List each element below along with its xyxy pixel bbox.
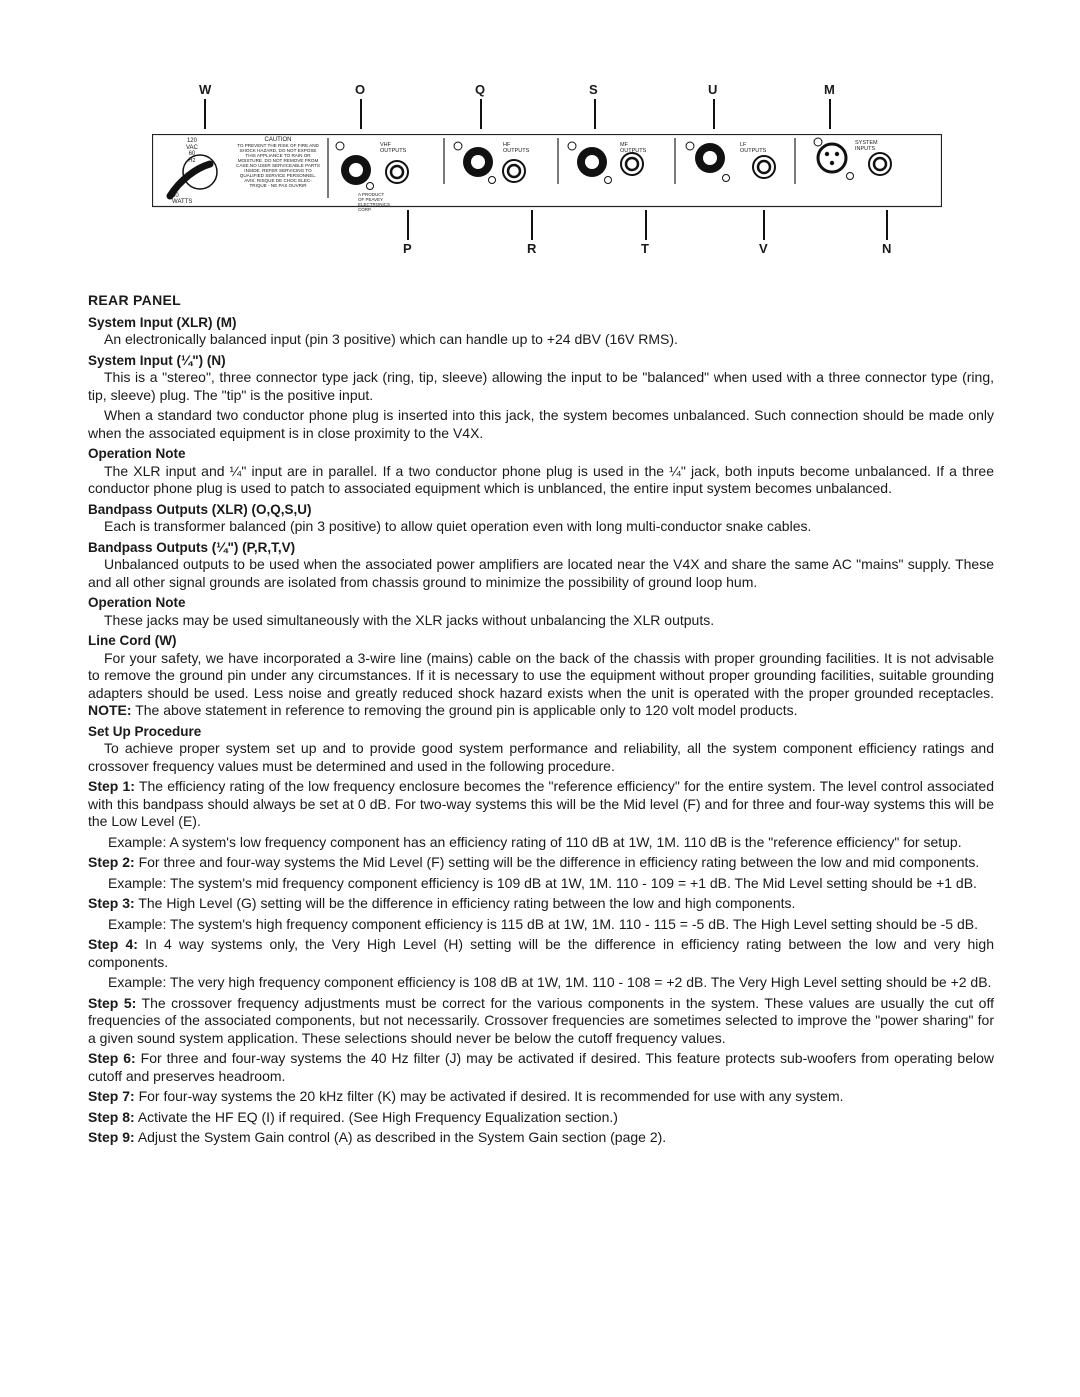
step-label: Step 2: (88, 854, 135, 870)
step-text: Adjust the System Gain control (A) as described in the System Gain section (page 2). (137, 1129, 667, 1145)
step-8 (88, 1109, 994, 1127)
label-n: N (882, 241, 892, 256)
step-text: Activate the HF EQ (I) if required. (See High Frequency Equalization section.) (137, 1108, 618, 1125)
label-s: S (589, 82, 598, 97)
paragraph: The XLR input and ¼" input are in parallel. If a two conductor phone plug is used in the ¼" jack, both inputs become unbalanced. If a three conductor phone plug is used to patch to associated equipment which is unblanced, the entire input system becomes unbalanced. (88, 462, 994, 496)
caution-line: TRIQUE - NE PAS OUVRIR (249, 183, 307, 188)
mf-outputs-title: MF OUTPUTS (620, 142, 647, 154)
step-label: Step 5: (88, 994, 137, 1011)
step-text: For three and four-way systems the Mid Level (F) setting will be the difference in efficiency rating between the low and mid components. (138, 854, 980, 870)
step-text: The crossover frequency adjustments must be correct for the various components in the system. These values are usually the cut off frequencies of the associated components, but not necessarily. Crossover frequencies are sometimes selected to improve the "power sharing" for a given sound system application. These selections should never be below the cutoff frequency values. (88, 994, 994, 1046)
pointer-p (407, 210, 409, 240)
caution-block (230, 138, 326, 188)
step-2 (88, 854, 994, 872)
caution-line: CASE.NO USER SERVICEABLE PARTS (236, 163, 320, 168)
caution-line: MOISTURE. DO NOT REMOVE FROM (237, 158, 319, 163)
example: Example: The system's high frequency component efficiency is 115 dB at 1W, 1M. 110 - 115 = -5 dB. The High Level setting should be -5 dB. (108, 915, 978, 932)
step-text: The efficiency rating of the low frequency enclosure becomes the "reference efficiency" for the entire system. The level control associated with this bandpass should always be set at 0 dB. For two-way systems this will be the Mid level (F) and for three and four-way systems this will be the Low Level (E). (88, 778, 994, 829)
caution-line: INSIDE. REFER SERVICING TO (244, 168, 312, 173)
paragraph: This is a "stereo", three connector type jack (ring, tip, sleeve) allowing the input to be "balanced" when used with a three connector type (ring, tip, sleeve) plug. The "tip" is the positive input. (88, 369, 994, 403)
step-text: For three and four-way systems the 40 Hz filter (J) may be activated if desired. This feature protects sub-woofers from operating below cutoff and preserves headroom. (88, 1050, 994, 1084)
step-label: Step 7: (88, 1088, 135, 1104)
section-title: REAR PANEL (88, 292, 181, 308)
pointer-v (763, 210, 765, 240)
pointer-o (360, 99, 362, 129)
operation-note-heading: Operation Note (88, 446, 186, 461)
example: Example: A system's low frequency component has an efficiency rating of 110 dB at 1W, 1M. 110 dB is the "reference efficiency" for setup. (108, 833, 962, 850)
voltage-text: 120 VAC (186, 138, 198, 151)
caution-line: TO PREVENT THE RISK OF FIRE AND (237, 143, 319, 148)
frequency-text: 60 Hz (188, 151, 196, 164)
step-label: Step 6: (88, 1050, 136, 1066)
paragraph: These jacks may be used simultaneously with the XLR jacks without unbalancing the XLR outputs. (104, 611, 715, 628)
line-cord-heading: Line Cord (W) (88, 633, 177, 648)
step-label: Step 9: (88, 1129, 135, 1145)
document-body (88, 292, 994, 1150)
step-1 (88, 778, 994, 831)
set-up-procedure-heading: Set Up Procedure (88, 723, 202, 739)
label-o: O (355, 82, 366, 97)
system-quarter-inch-input-icon (869, 153, 891, 175)
lf-quarter-inch-jack-icon (753, 156, 775, 178)
step-label: Step 3: (88, 895, 135, 911)
step-text: The High Level (G) setting will be the difference in efficiency rating between the low and high components. (138, 895, 796, 911)
panel-power-rating (186, 138, 198, 164)
system-input-xlr-heading: System Input (XLR) (M) (88, 314, 237, 330)
lf-outputs-title: LF OUTPUTS (740, 142, 767, 154)
step-6 (88, 1050, 994, 1085)
paragraph: When a standard two conductor phone plug is inserted into this jack, the system becomes unbalanced. Such connection should be made only when the associated equipment is in close proximity to the V4X. (88, 407, 994, 441)
step-label: Step 1: (88, 778, 135, 794)
mf-quarter-inch-jack-icon (621, 153, 643, 175)
step-label: Step 8: (88, 1108, 135, 1125)
label-p: P (403, 241, 412, 256)
step-9 (88, 1129, 994, 1147)
label-r: R (527, 241, 537, 256)
paragraph: An electronically balanced input (pin 3 positive) which can handle up to +24 dBV (16V RMS). (104, 331, 678, 347)
caution-title: CAUTION (264, 137, 292, 143)
step-text: In 4 way systems only, the Very High Level (H) setting will be the difference in efficiency rating between the low and very high components. (88, 936, 994, 970)
pointer-n (886, 210, 888, 240)
operation-note-heading: Operation Note (88, 595, 186, 610)
system-inputs-title: SYSTEM INPUTS (855, 140, 878, 152)
pointer-w (204, 99, 206, 129)
vhf-quarter-inch-jack-icon (386, 161, 408, 183)
label-m: M (824, 82, 835, 97)
caution-line: AVIS: RISQUE DE CHOC ELEC- (244, 178, 312, 183)
example: Example: The very high frequency component efficiency is 108 dB at 1W, 1M. 110 - 108 = +2 dB. The Very High Level setting should be +2 dB. (108, 974, 992, 990)
caution-line: QUALIFIED SERVICE PERSONNEL. (239, 173, 317, 178)
step-label: Step 4: (88, 936, 138, 952)
caution-line: SHOCK HAZARD, DO NOT EXPOSE (239, 148, 317, 153)
line-cord-text: For your safety, we have incorporated a 3-wire line (mains) cable on the back of the chassis with proper grounding facilities. It is not advisable to remove the ground pin under any circumstances. If it is necessary to use the equipment without proper grounding facilities, suitable grounding adapters should be used. Less noise and greatly reduced shock hazard exists when the unit is operated with the proper grounded receptacles. (88, 649, 994, 701)
label-w: W (199, 82, 212, 97)
step-4 (88, 936, 994, 971)
bandpass-outputs-xlr-heading: Bandpass Outputs (XLR) (O,Q,S,U) (88, 501, 312, 517)
line-cord-note-text: The above statement in reference to removing the ground pin is applicable only to 120 volt model products. (135, 702, 798, 718)
note-label: NOTE: (88, 702, 132, 718)
label-q: Q (475, 82, 486, 97)
hf-outputs-title: HF OUTPUTS (503, 142, 530, 154)
step-7 (88, 1088, 994, 1106)
paragraph: Unbalanced outputs to be used when the associated power amplifiers are located near the V4X and share the same AC "mains" supply. These and all other signal grounds are isolated from chassis ground to minimize the possibility of ground loop hum. (88, 556, 994, 590)
step-text: For four-way systems the 20 kHz filter (K) may be activated if desired. It is recommended for use with any system. (138, 1088, 844, 1104)
caution-line: THIS APPLIANCE TO RAIN OR (245, 153, 311, 158)
bandpass-outputs-quarter-inch-heading: Bandpass Outputs (¼") (P,R,T,V) (88, 539, 296, 555)
pointer-u (713, 99, 715, 129)
label-v: V (759, 241, 768, 256)
step-3 (88, 895, 994, 913)
pointer-q (480, 99, 482, 129)
step-5 (88, 995, 994, 1048)
watts-text: 50 WATTS (172, 193, 193, 205)
pointer-m (829, 99, 831, 129)
pointer-r (531, 210, 533, 240)
maker-line: A PRODUCT OF PEAVEY ELECTRONICS CORP. (358, 192, 391, 212)
example: Example: The system's mid frequency component efficiency is 109 dB at 1W, 1M. 110 - 109 = +1 dB. The Mid Level setting should be +1 dB. (108, 874, 977, 891)
pointer-t (645, 210, 647, 240)
vhf-outputs-title: VHF OUTPUTS (380, 142, 407, 154)
label-t: T (641, 241, 649, 256)
pointer-s (594, 99, 596, 129)
paragraph: To achieve proper system set up and to provide good system performance and reliability, all the system component efficiency ratings and crossover frequency values must be determined and used in the following procedure. (88, 740, 994, 774)
system-input-quarter-inch-heading: System Input (¼") (N) (88, 352, 226, 368)
hf-quarter-inch-jack-icon (503, 160, 525, 182)
label-u: U (708, 82, 718, 97)
paragraph (88, 650, 994, 720)
paragraph: Each is transformer balanced (pin 3 positive) to allow quiet operation even with long multi-conductor snake cables. (104, 518, 812, 534)
